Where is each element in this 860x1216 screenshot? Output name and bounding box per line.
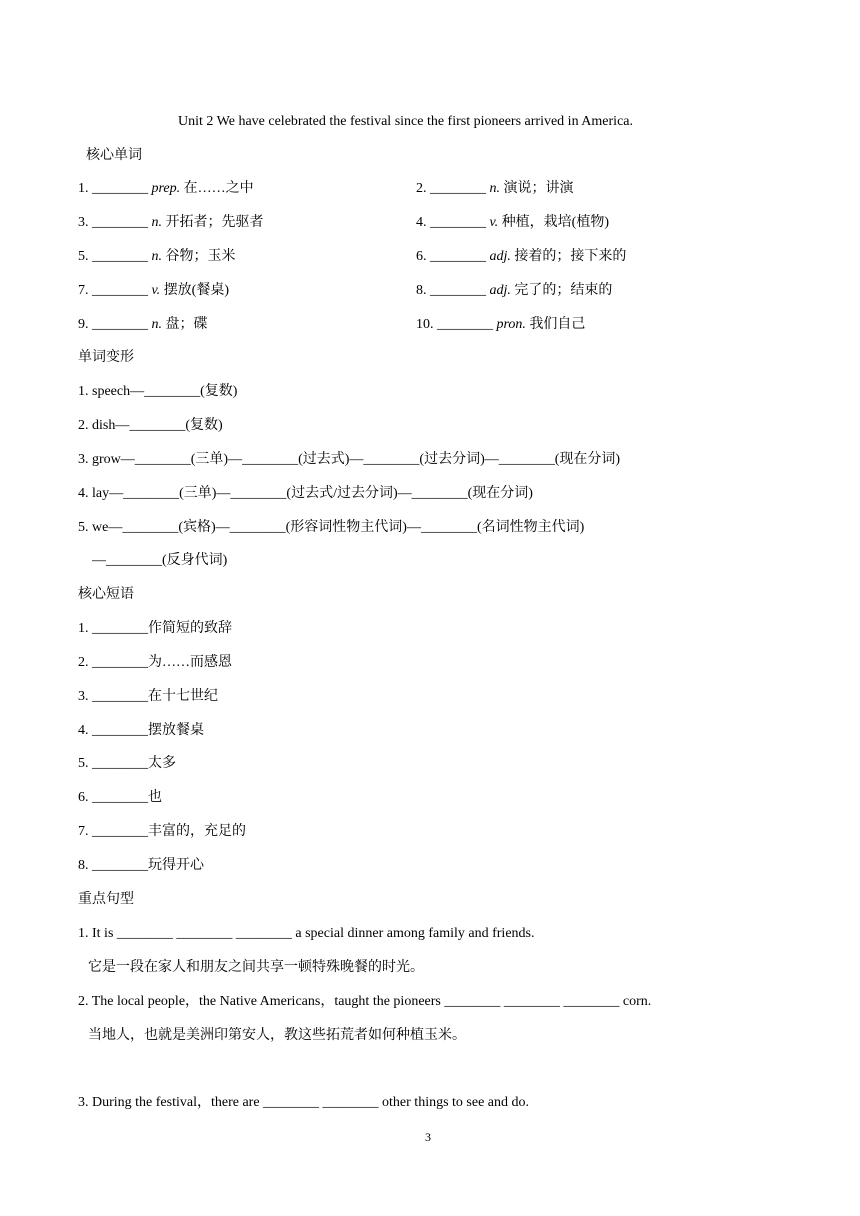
item-number: 10. xyxy=(416,317,434,332)
answer-blank[interactable]: ________ xyxy=(430,249,486,264)
item-number: 1. xyxy=(78,181,89,196)
phrase-line: 6. ________也 xyxy=(78,790,162,805)
meaning: 接着的；接下来的 xyxy=(514,249,627,264)
item-number: 3. xyxy=(78,215,89,230)
answer-blank[interactable]: ________ xyxy=(92,317,148,332)
core-word-item xyxy=(416,248,626,266)
part-of-speech: prep. xyxy=(151,181,181,196)
answer-blank[interactable]: ________ xyxy=(430,181,486,196)
meaning: 演说；讲演 xyxy=(503,181,574,196)
section-heading-core-phrases: 核心短语 xyxy=(78,587,134,602)
sentence-translation: 当地人，也就是美洲印第安人，教这些拓荒者如何种植玉米。 xyxy=(88,1028,466,1043)
section-heading-core-words: 核心单词 xyxy=(86,148,142,163)
answer-blank[interactable]: ________ xyxy=(92,283,148,298)
page-number: 3 xyxy=(425,1130,431,1144)
part-of-speech: adj. xyxy=(489,283,511,298)
section-heading-key-sentences: 重点句型 xyxy=(78,892,134,907)
phrase-line: 2. ________为……而感恩 xyxy=(78,655,232,670)
answer-blank[interactable]: ________ xyxy=(92,181,148,196)
section-heading-word-forms: 单词变形 xyxy=(78,350,134,365)
meaning: 完了的；结束的 xyxy=(514,283,613,298)
item-number: 6. xyxy=(416,249,427,264)
answer-blank[interactable]: ________ xyxy=(430,283,486,298)
word-form-line: 5. we—________(宾格)—________(形容词性物主代词)—________(名词性物主代词) xyxy=(78,520,585,535)
core-word-item xyxy=(78,248,236,266)
core-word-item xyxy=(416,180,574,198)
page-title: Unit 2 We have celebrated the festival since the first pioneers arrived in America. xyxy=(178,114,633,129)
phrase-line: 7. ________丰富的，充足的 xyxy=(78,824,246,839)
item-number: 2. xyxy=(416,181,427,196)
part-of-speech: pron. xyxy=(496,317,526,332)
sentence-translation: 它是一段在家人和朋友之间共享一顿特殊晚餐的时光。 xyxy=(88,960,424,975)
core-word-item xyxy=(416,282,612,300)
meaning: 摆放(餐桌) xyxy=(163,283,230,298)
part-of-speech: n. xyxy=(151,215,162,230)
sentence-line: 1. It is ________ ________ ________ a special dinner among family and friends. xyxy=(78,926,535,941)
answer-blank[interactable]: ________ xyxy=(437,317,493,332)
phrase-line: 1. ________作简短的致辞 xyxy=(78,621,232,636)
meaning: 盘；碟 xyxy=(165,317,208,332)
meaning: 在……之中 xyxy=(183,181,254,196)
part-of-speech: adj. xyxy=(489,249,511,264)
word-form-line: 3. grow—________(三单)—________(过去式)—________(过去分词)—________(现在分词) xyxy=(78,452,621,467)
core-word-item xyxy=(78,316,208,334)
item-number: 5. xyxy=(78,249,89,264)
phrase-line: 8. ________玩得开心 xyxy=(78,858,204,873)
item-number: 8. xyxy=(416,283,427,298)
meaning: 种植，栽培(植物) xyxy=(501,215,610,230)
core-word-item xyxy=(78,180,254,198)
part-of-speech: n. xyxy=(489,181,500,196)
word-form-line: 1. speech—________(复数) xyxy=(78,384,238,399)
meaning: 我们自己 xyxy=(529,317,586,332)
item-number: 4. xyxy=(416,215,427,230)
part-of-speech: n. xyxy=(151,317,162,332)
core-word-item xyxy=(416,316,585,334)
word-form-line: 4. lay—________(三单)—________(过去式/过去分词)—________(现在分词) xyxy=(78,486,533,501)
phrase-line: 3. ________在十七世纪 xyxy=(78,689,218,704)
core-word-item xyxy=(78,214,264,232)
item-number: 9. xyxy=(78,317,89,332)
core-word-item xyxy=(416,214,609,232)
sentence-line: 3. During the festival，there are ________ ________ other things to see and do. xyxy=(78,1095,530,1110)
answer-blank[interactable]: ________ xyxy=(92,249,148,264)
meaning: 谷物；玉米 xyxy=(165,249,236,264)
word-form-line: 2. dish—________(复数) xyxy=(78,418,223,433)
phrase-line: 4. ________摆放餐桌 xyxy=(78,723,204,738)
answer-blank[interactable]: ________ xyxy=(430,215,486,230)
sentence-line: 2. The local people，the Native Americans，taught the pioneers ________ ________ ________ corn. xyxy=(78,994,652,1009)
word-form-line: —________(反身代词) xyxy=(92,553,228,568)
part-of-speech: v. xyxy=(151,283,161,298)
phrase-line: 5. ________太多 xyxy=(78,756,176,771)
item-number: 7. xyxy=(78,283,89,298)
part-of-speech: v. xyxy=(489,215,499,230)
part-of-speech: n. xyxy=(151,249,162,264)
core-word-item xyxy=(78,282,229,300)
meaning: 开拓者；先驱者 xyxy=(165,215,264,230)
answer-blank[interactable]: ________ xyxy=(92,215,148,230)
